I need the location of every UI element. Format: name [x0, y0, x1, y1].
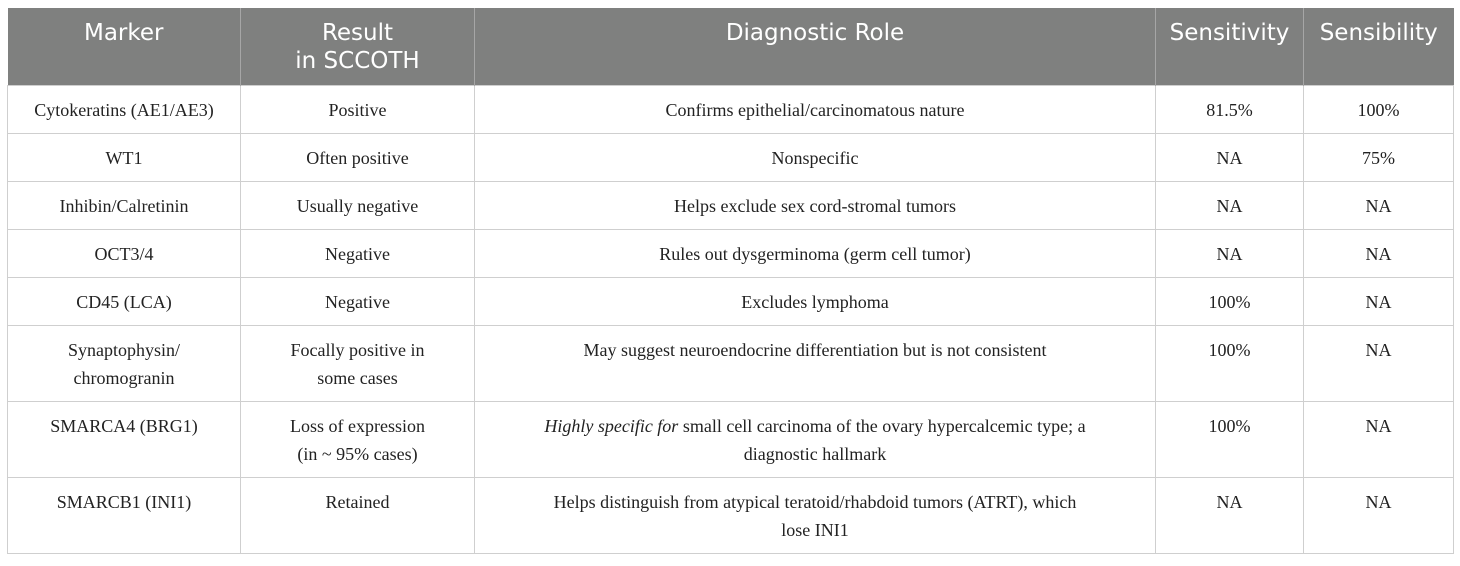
cell-role: Helps exclude sex cord-stromal tumors — [475, 182, 1156, 230]
cell-result: Retained — [241, 478, 475, 554]
cell-sensibility: NA — [1304, 230, 1454, 278]
cell-marker-line1: Synaptophysin/ — [67, 340, 180, 360]
cell-marker: WT1 — [8, 134, 241, 182]
table-row — [8, 230, 1454, 278]
header-sensibility: Sensibility — [1304, 8, 1454, 86]
cell-result-line2: some cases — [317, 368, 398, 388]
cell-result: Negative — [241, 278, 475, 326]
cell-role-rest: small cell carcinoma of the ovary hypercalcemic type; a — [678, 416, 1086, 436]
cell-role — [475, 402, 1156, 478]
cell-marker: Inhibin/Calretinin — [8, 182, 241, 230]
header-result-line1: Result — [321, 20, 394, 46]
cell-sensibility: NA — [1304, 278, 1454, 326]
header-sensitivity: Sensitivity — [1156, 8, 1304, 86]
table-row — [8, 134, 1454, 182]
cell-role: Confirms epithelial/carcinomatous nature — [475, 86, 1156, 134]
cell-result-line2: (in ~ 95% cases) — [297, 444, 418, 464]
cell-role-line2: lose INI1 — [781, 520, 849, 540]
header-result-line2: in SCCOTH — [295, 48, 420, 74]
cell-result: Usually negative — [241, 182, 475, 230]
immunohistochemistry-table — [7, 8, 1454, 554]
cell-sensibility: 100% — [1304, 86, 1454, 134]
cell-result: Often positive — [241, 134, 475, 182]
cell-role-line1: Helps distinguish from atypical teratoid/rhabdoid tumors (ATRT), which — [553, 492, 1077, 512]
cell-sensitivity: 81.5% — [1156, 86, 1304, 134]
cell-sensitivity: 100% — [1156, 326, 1304, 402]
cell-result: Negative — [241, 230, 475, 278]
cell-sensitivity: 100% — [1156, 278, 1304, 326]
cell-role-line2: diagnostic hallmark — [743, 444, 887, 464]
header-marker: Marker — [8, 8, 241, 86]
cell-marker — [8, 326, 241, 402]
table-header-row — [8, 8, 1454, 86]
cell-sensitivity: 100% — [1156, 402, 1304, 478]
cell-sensitivity: NA — [1156, 182, 1304, 230]
cell-marker-line2: chromogranin — [73, 368, 175, 388]
cell-role-italic: Highly specific for — [544, 416, 679, 436]
cell-sensibility: NA — [1304, 182, 1454, 230]
cell-sensibility: NA — [1304, 478, 1454, 554]
cell-result-line1: Loss of expression — [290, 416, 425, 436]
cell-role: Rules out dysgerminoma (germ cell tumor) — [475, 230, 1156, 278]
header-diagnostic-role: Diagnostic Role — [475, 8, 1156, 86]
cell-marker: SMARCB1 (INI1) — [8, 478, 241, 554]
cell-marker: Cytokeratins (AE1/AE3) — [8, 86, 241, 134]
cell-role — [475, 478, 1156, 554]
cell-result-line1: Focally positive in — [290, 340, 425, 360]
cell-sensibility: NA — [1304, 402, 1454, 478]
cell-sensibility: NA — [1304, 326, 1454, 402]
cell-marker: SMARCA4 (BRG1) — [8, 402, 241, 478]
cell-result: Positive — [241, 86, 475, 134]
cell-sensitivity: NA — [1156, 230, 1304, 278]
cell-sensitivity: NA — [1156, 134, 1304, 182]
cell-role: May suggest neuroendocrine differentiation but is not consistent — [475, 326, 1156, 402]
cell-result — [241, 326, 475, 402]
cell-marker: OCT3/4 — [8, 230, 241, 278]
header-result — [241, 8, 475, 86]
table-row — [8, 326, 1454, 402]
cell-sensitivity: NA — [1156, 478, 1304, 554]
table-row — [8, 478, 1454, 554]
marker-table-container — [7, 8, 1453, 554]
cell-role: Nonspecific — [475, 134, 1156, 182]
table-row — [8, 182, 1454, 230]
cell-sensibility: 75% — [1304, 134, 1454, 182]
cell-role: Excludes lymphoma — [475, 278, 1156, 326]
table-row — [8, 278, 1454, 326]
table-row — [8, 402, 1454, 478]
table-row — [8, 86, 1454, 134]
cell-result — [241, 402, 475, 478]
cell-marker: CD45 (LCA) — [8, 278, 241, 326]
